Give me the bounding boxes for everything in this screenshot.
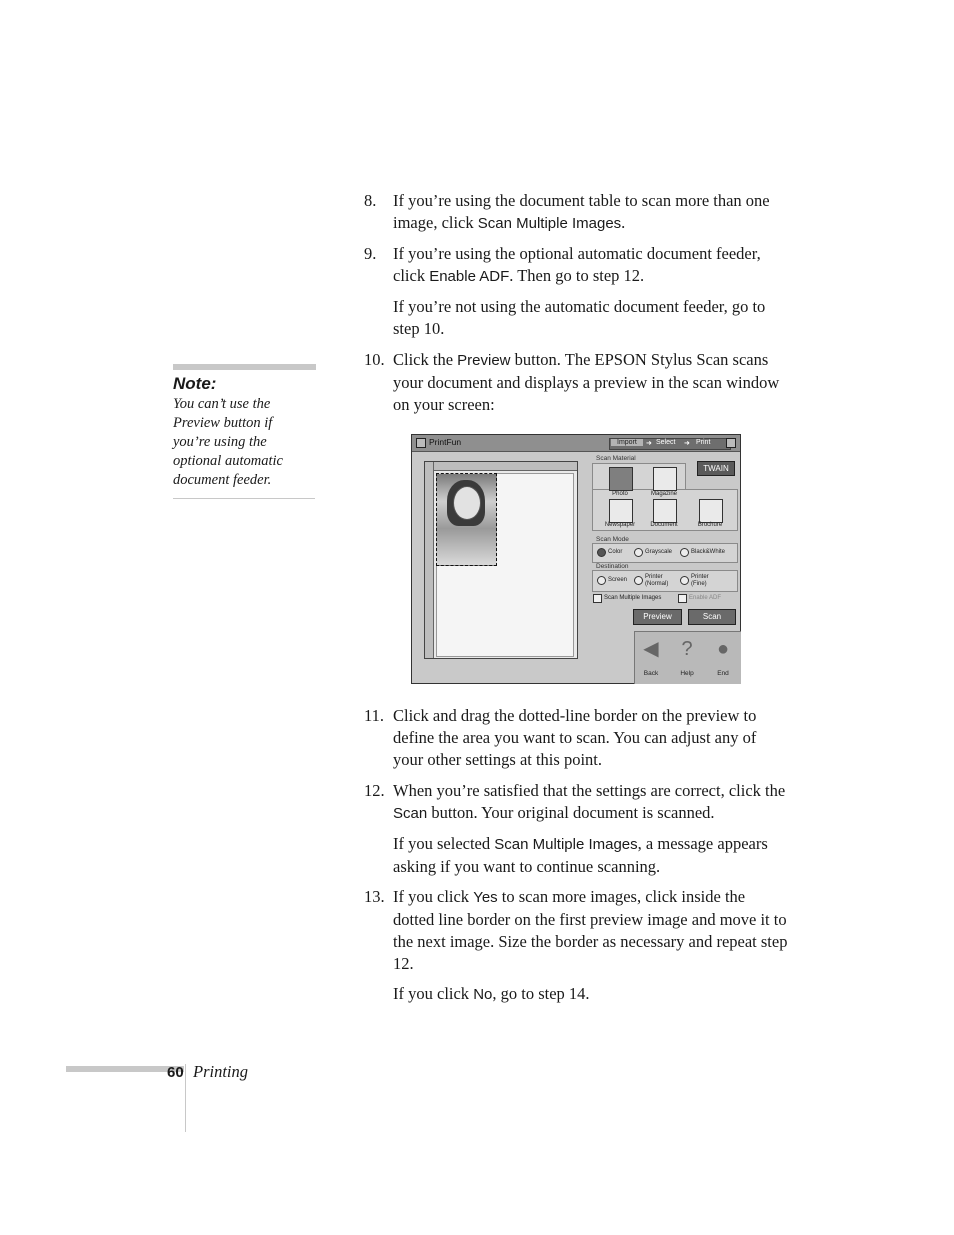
twain-button: TWAIN <box>697 461 735 476</box>
destination-label: Destination <box>596 563 629 570</box>
page-number: 60 <box>167 1064 184 1081</box>
step-text: If you click <box>393 887 474 906</box>
nav-select: Select <box>656 439 676 446</box>
note-divider-bar <box>173 364 316 370</box>
checkbox-label: Scan Multiple Images <box>604 595 662 601</box>
nav-import: Import <box>611 439 643 446</box>
step-number: 13. <box>364 887 385 906</box>
ui-term: No <box>473 986 493 1003</box>
window-titlebar <box>412 435 740 452</box>
step-text: If you’re using the document table to scan more than one image, click <box>393 191 770 232</box>
preview-area <box>424 461 578 659</box>
step-number: 11. <box>364 706 385 725</box>
step-9 <box>364 243 789 288</box>
note-bottom-rule <box>173 498 315 499</box>
step-number: 12. <box>364 781 385 800</box>
ui-term: Preview <box>457 352 511 369</box>
step-number: 10. <box>364 350 385 369</box>
bottom-nav-panel <box>634 631 741 684</box>
photo-material-icon <box>609 467 633 491</box>
screen-radio <box>597 576 606 585</box>
grayscale-radio <box>634 548 643 557</box>
radio-label: Screen <box>608 577 628 583</box>
scan-multiple-checkbox <box>593 594 602 603</box>
step-text: . <box>621 213 626 232</box>
arrow-right-icon: ➜ <box>684 440 690 447</box>
step-text: button. The EPSON Stylus Scan scans your document and displays a preview in the scan window on your screen: <box>393 350 780 414</box>
step-text: If you’re using the optional automatic document feeder, click <box>393 244 761 285</box>
material-label: Newspaper <box>604 522 636 528</box>
nav-label: Back <box>643 670 659 677</box>
ui-term: Enable ADF <box>429 268 510 285</box>
material-label: Brochure <box>697 522 723 528</box>
enable-adf-checkbox <box>678 594 687 603</box>
end-ball-icon: ● <box>716 638 730 660</box>
back-arrow-icon: ◀ <box>643 638 659 660</box>
nav-label: Help <box>680 670 694 677</box>
printer-normal-radio <box>634 576 643 585</box>
nav-label: End <box>717 670 729 677</box>
material-label: Document <box>650 522 678 528</box>
material-label: Photo <box>612 491 628 497</box>
black-white-radio <box>680 548 689 557</box>
brochure-material-icon <box>699 499 723 523</box>
radio-label: Printer (Fine) <box>691 574 709 587</box>
step-number: 8. <box>364 191 377 210</box>
workflow-nav <box>609 438 731 450</box>
ruler-left <box>425 462 434 658</box>
radio-label: Grayscale <box>645 549 673 555</box>
note-title: Note: <box>173 374 217 393</box>
step-number: 9. <box>364 244 377 263</box>
step-text: Click and drag the dotted-line border on the preview to define the area you want to scan. You can adjust any of your other settings at this point. <box>393 706 757 769</box>
help-question-icon: ? <box>681 638 693 660</box>
step-11 <box>364 705 789 771</box>
zoom-box-icon <box>726 438 736 448</box>
step-13 <box>364 886 789 975</box>
step-12 <box>364 780 789 825</box>
step-text: If you selected <box>393 834 495 853</box>
ui-term: Yes <box>473 889 498 906</box>
close-box-icon <box>416 438 426 448</box>
radio-label: Color <box>608 549 623 555</box>
window-title: PrintFun <box>429 437 462 447</box>
step-text: When you’re satisfied that the settings are correct, click the <box>393 781 786 800</box>
step-text: , a message appears asking if you want to continue scanning. <box>393 834 768 876</box>
radio-label: Printer (Normal) <box>645 574 669 587</box>
footer-vertical-rule <box>185 1064 186 1132</box>
printer-fine-radio <box>680 576 689 585</box>
step-10 <box>364 349 789 416</box>
step-text: button. Your original document is scanned. <box>427 803 715 822</box>
ui-term: Scan <box>393 805 428 822</box>
scan-material-label: Scan Material <box>596 455 636 462</box>
section-name: Printing <box>193 1062 249 1081</box>
preview-photo <box>436 473 497 566</box>
note-body: You can’t use the Preview button if you’re using the optional automatic document feeder. <box>173 396 283 488</box>
scan-button: Scan <box>688 609 736 625</box>
step-text: to scan more images, click inside the dotted line border on the first preview image and move it to the next image. Size the border as necessary and repeat step 12. <box>393 887 788 973</box>
radio-label: Black&White <box>691 549 726 555</box>
step-13-followup <box>393 983 789 1006</box>
step-8 <box>364 190 789 235</box>
step-text: . Then go to step 12. <box>509 266 645 285</box>
step-text: If you click <box>393 984 474 1003</box>
scan-window-screenshot <box>411 434 741 684</box>
newspaper-material-icon <box>609 499 633 523</box>
material-label: Magazine <box>650 491 677 497</box>
document-material-icon <box>653 499 677 523</box>
step-9-followup: If you’re not using the automatic document feeder, go to step 10. <box>393 297 766 338</box>
checkbox-label: Enable ADF <box>689 595 722 601</box>
step-12-followup <box>393 833 789 878</box>
photo-face <box>453 486 481 520</box>
arrow-right-icon: ➜ <box>646 440 652 447</box>
color-radio <box>597 548 606 557</box>
step-text: , go to step 14. <box>492 984 590 1003</box>
ruler-top <box>425 462 577 471</box>
step-text: Click the <box>393 350 458 369</box>
nav-print: Print <box>696 439 711 446</box>
ui-term: Scan Multiple Images <box>494 836 638 853</box>
magazine-material-icon <box>653 467 677 491</box>
ui-term: Scan Multiple Images <box>477 215 622 232</box>
scan-mode-label: Scan Mode <box>596 536 629 543</box>
preview-button: Preview <box>633 609 682 625</box>
